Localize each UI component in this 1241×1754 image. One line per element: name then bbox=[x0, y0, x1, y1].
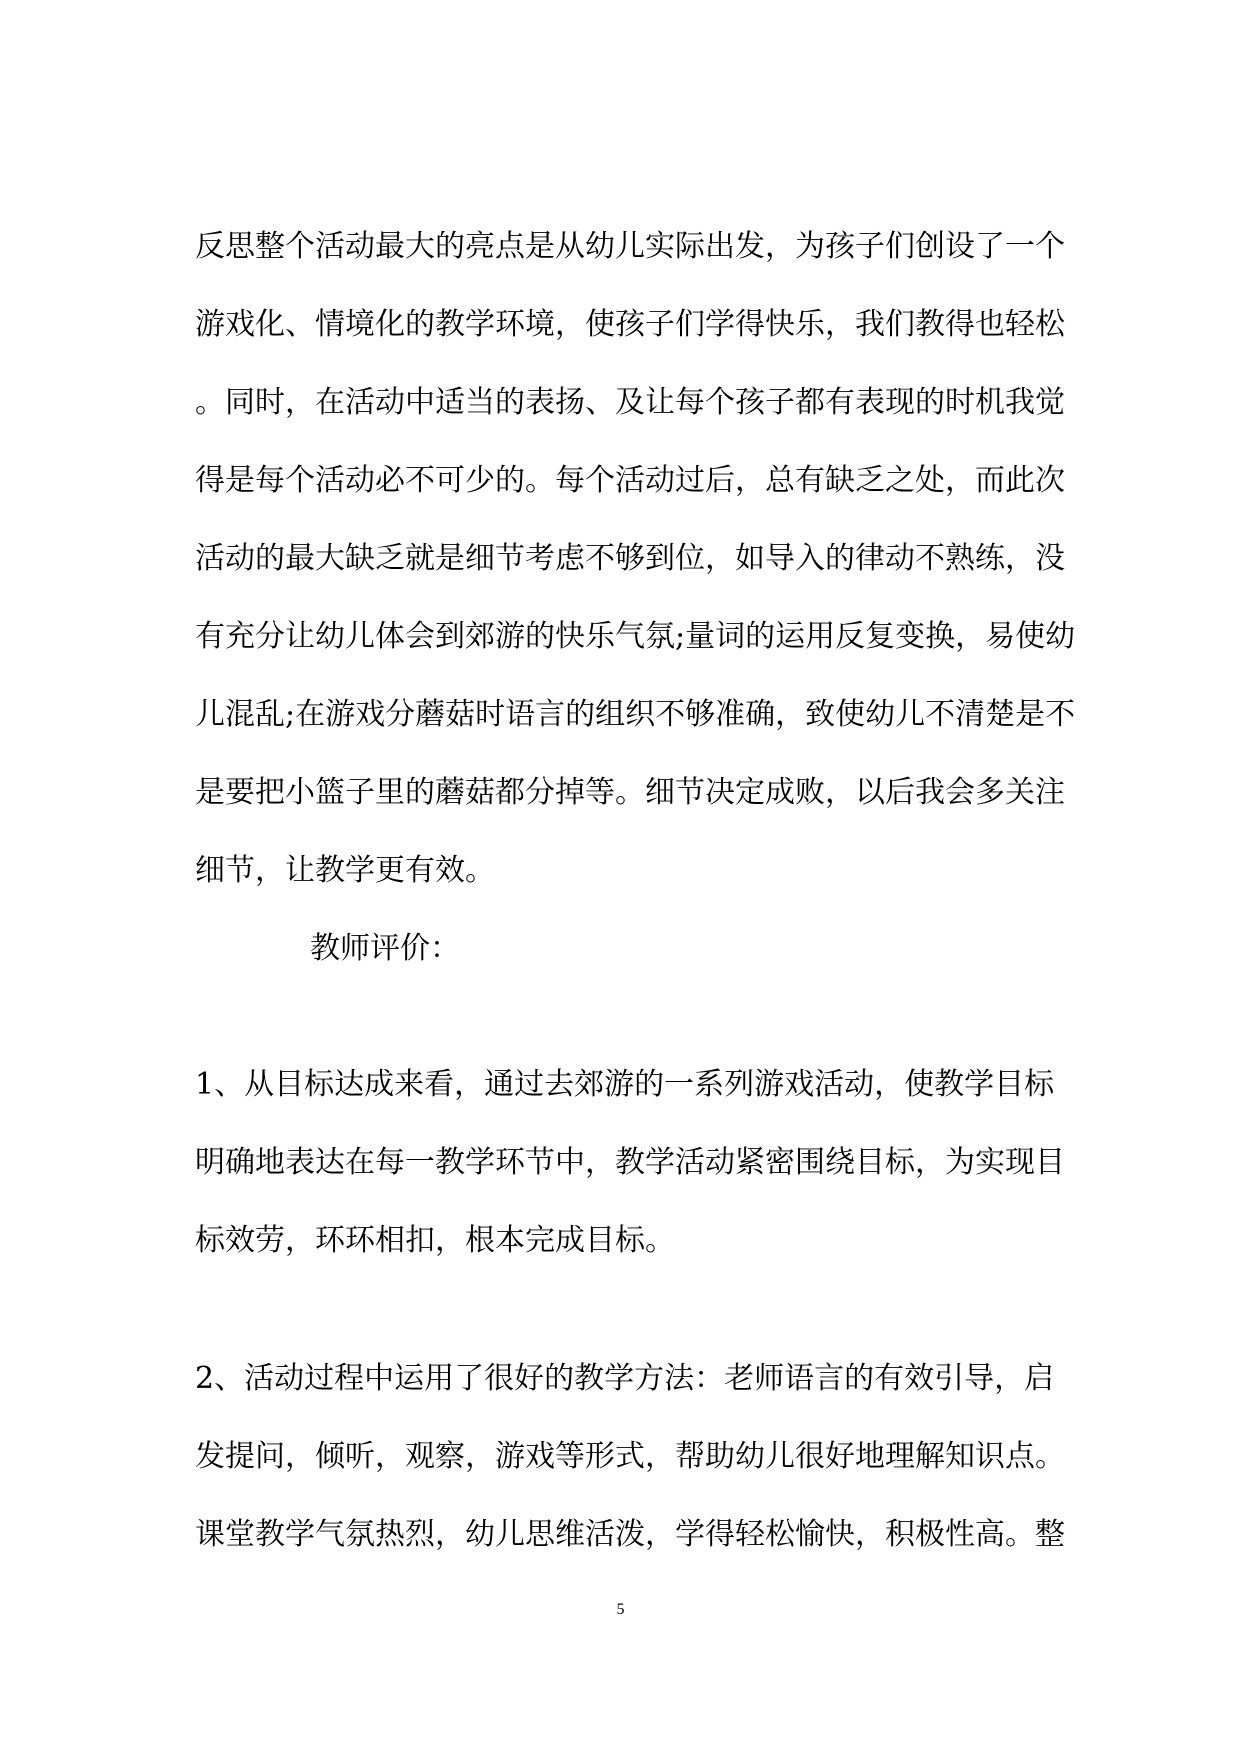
section-heading: 教师评价： bbox=[310, 931, 460, 966]
page-number: 5 bbox=[616, 1601, 625, 1618]
paragraph-line: 活动的最大缺乏就是细节考虑不够到位，如导入的律动不熟练，没 bbox=[195, 541, 1065, 576]
list-item-line: 标效劳，环环相扣，根本完成目标。 bbox=[195, 1223, 675, 1258]
paragraph-line: 游戏化、情境化的教学环境，使孩子们学得快乐，我们教得也轻松 bbox=[195, 307, 1065, 342]
paragraph-line: 有充分让幼儿体会到郊游的快乐气氛;量词的运用反复变换，易使幼 bbox=[195, 619, 1076, 654]
list-item-line: 发提问，倾听，观察，游戏等形式，帮助幼儿很好地理解知识点。 bbox=[195, 1439, 1065, 1474]
list-item-line: 1、从目标达成来看，通过去郊游的一系列游戏活动，使教学目标 bbox=[195, 1067, 1055, 1102]
list-item-line: 2、活动过程中运用了很好的教学方法：老师语言的有效引导，启 bbox=[195, 1361, 1055, 1396]
paragraph-line: 。同时，在活动中适当的表扬、及让每个孩子都有表现的时机我觉 bbox=[195, 385, 1065, 420]
list-item-line: 课堂教学气氛热烈，幼儿思维活泼，学得轻松愉快，积极性高。整 bbox=[195, 1517, 1065, 1552]
paragraph-line: 是要把小篮子里的蘑菇都分掉等。细节决定成败，以后我会多关注 bbox=[195, 775, 1065, 810]
paragraph-line: 反思整个活动最大的亮点是从幼儿实际出发，为孩子们创设了一个 bbox=[195, 229, 1065, 264]
paragraph-line: 细节，让教学更有效。 bbox=[195, 853, 495, 888]
list-item-line: 明确地表达在每一教学环节中，教学活动紧密围绕目标，为实现目 bbox=[195, 1145, 1065, 1180]
paragraph-line: 得是每个活动必不可少的。每个活动过后，总有缺乏之处，而此次 bbox=[195, 463, 1065, 498]
paragraph-line: 儿混乱;在游戏分蘑菇时语言的组织不够准确，致使幼儿不清楚是不 bbox=[195, 697, 1076, 732]
